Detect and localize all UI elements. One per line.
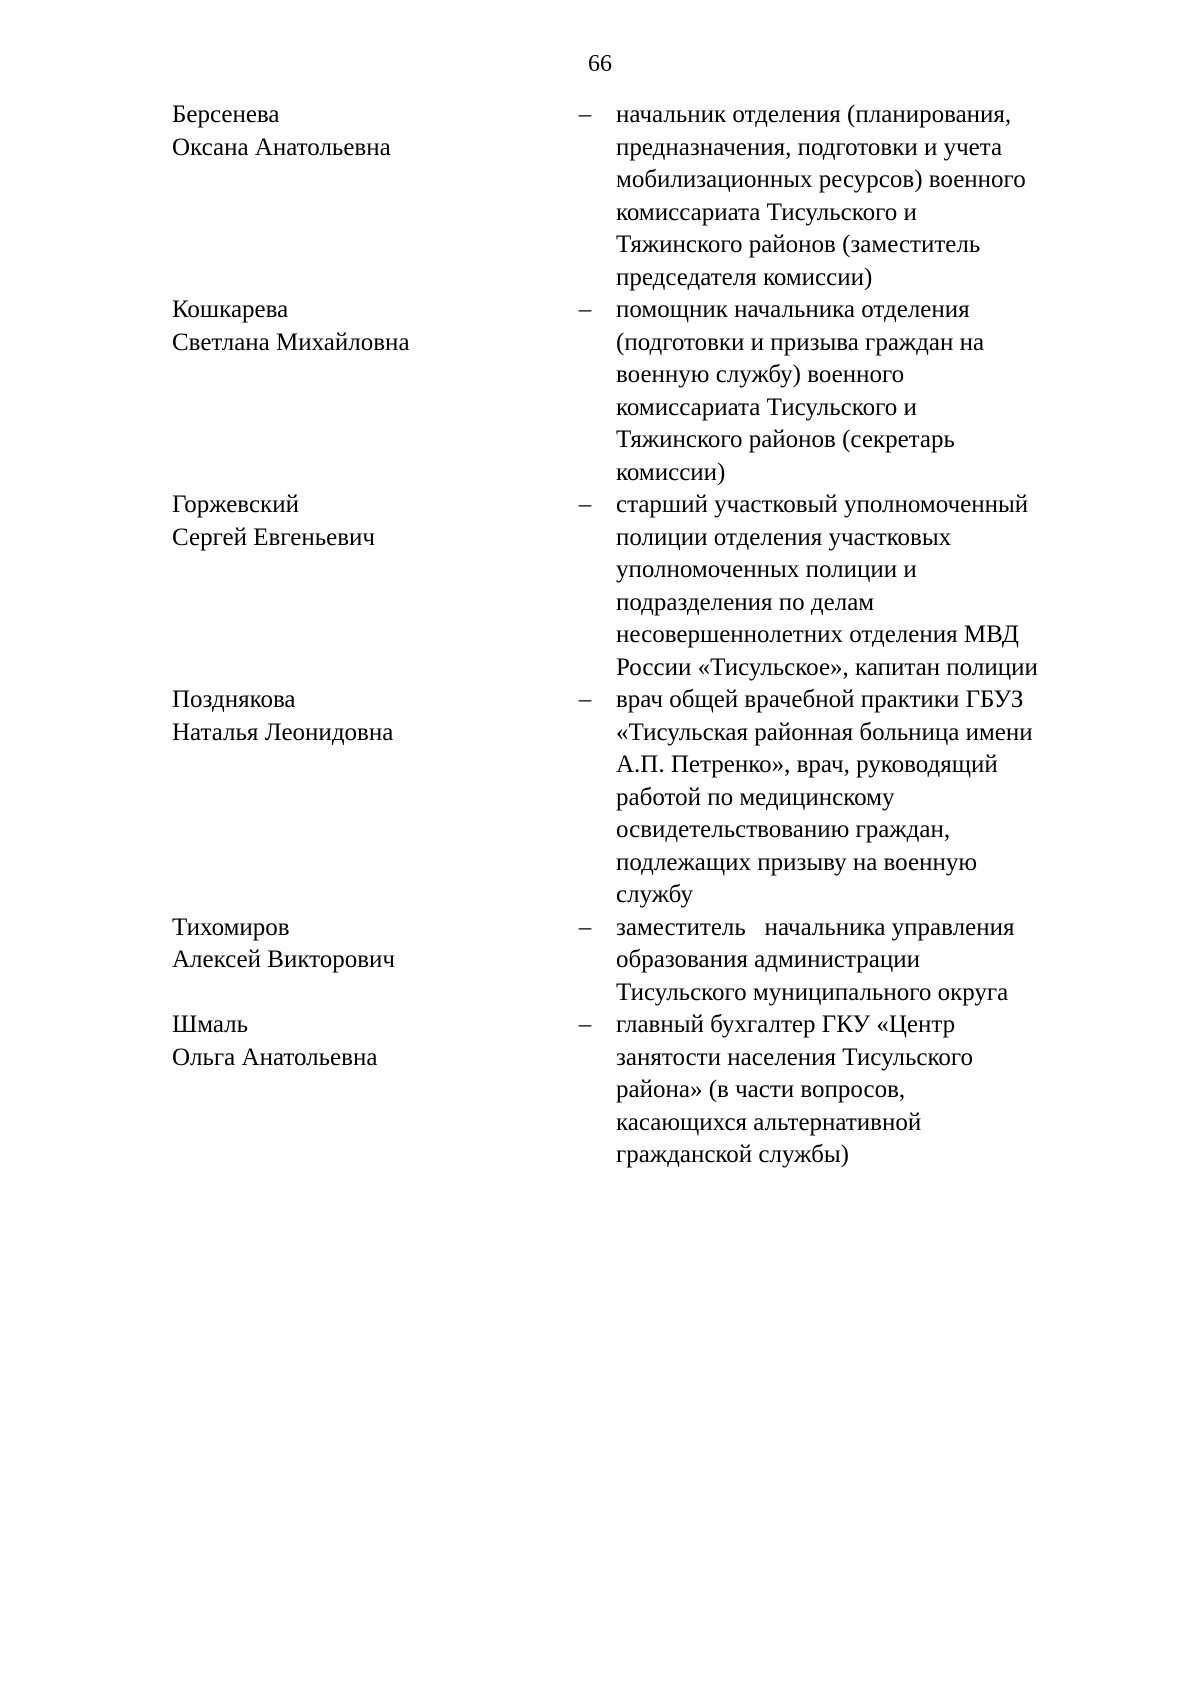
role-line: уполномоченных полиции и: [616, 556, 917, 583]
role-line: А.П. Петренко», врач, руководящий: [616, 751, 998, 778]
member-entry: [0, 684, 1200, 912]
role-line: военную службу) военного: [616, 361, 905, 388]
member-role: [616, 489, 1106, 684]
role-line: гражданской службы): [616, 1141, 849, 1168]
role-line: председателя комиссии): [616, 263, 873, 291]
member-surname: Позднякова: [172, 686, 296, 713]
role-line: помощник начальника отделения: [616, 296, 970, 323]
role-line: «Тисульская районная больница имени: [616, 718, 1033, 746]
page-number: 66: [588, 51, 612, 77]
member-entry: [0, 489, 1200, 684]
member-name: [172, 489, 572, 554]
member-surname: Берсенева: [172, 101, 280, 128]
role-line: освидетельствованию граждан,: [616, 816, 951, 843]
member-given-names: Сергей Евгеньевич: [172, 523, 375, 551]
member-role: [616, 294, 1106, 489]
dash-separator: –: [578, 296, 592, 323]
member-name: [172, 912, 572, 977]
member-entry: [0, 912, 1200, 1010]
dash-separator: –: [578, 1011, 592, 1038]
dash-separator: –: [578, 913, 592, 941]
role-line: работой по медицинскому: [616, 783, 895, 811]
role-line: начальник отделения (планирования,: [616, 101, 1012, 128]
role-line: образования администрации: [616, 946, 920, 973]
dash-separator: –: [578, 101, 592, 128]
member-given-names: Оксана Анатольевна: [172, 133, 391, 161]
role-line: службу: [616, 881, 693, 908]
member-name: [172, 1009, 572, 1074]
member-role: [616, 684, 1106, 912]
member-given-names: Светлана Михайловна: [172, 328, 410, 356]
member-entry: [0, 1009, 1200, 1172]
member-name: [172, 99, 572, 164]
role-line: комиссариата Тисульского и: [616, 393, 917, 421]
role-line: мобилизационных ресурсов) военного: [616, 166, 1026, 193]
member-name: [172, 294, 572, 359]
role-line: врач общей врачебной практики ГБУЗ: [616, 686, 1024, 713]
member-role: [616, 99, 1106, 294]
member-given-names: Алексей Викторович: [172, 946, 395, 973]
member-entry: [0, 294, 1200, 489]
member-surname: Шмаль: [172, 1011, 249, 1038]
role-line: касающихся альтернативной: [616, 1108, 922, 1136]
role-line: Тяжинского районов (заместитель: [616, 231, 981, 258]
role-line: подлежащих призыву на военную: [616, 848, 978, 876]
role-line: комиссии): [616, 458, 726, 486]
role-line: занятости населения Тисульского: [616, 1043, 973, 1071]
dash-separator: –: [578, 491, 592, 518]
role-line: полиции отделения участковых: [616, 523, 952, 551]
role-line: предназначения, подготовки и учета: [616, 133, 1003, 161]
dash-separator: –: [578, 686, 592, 713]
role-line: несовершеннолетних отделения МВД: [616, 621, 1019, 648]
commission-member-list: [0, 99, 1200, 1172]
member-given-names: Ольга Анатольевна: [172, 1043, 378, 1071]
member-surname: Горжевский: [172, 491, 299, 518]
role-line: Тисульского муниципального округа: [616, 978, 1009, 1006]
member-role: [616, 912, 1106, 1010]
member-name: [172, 684, 572, 749]
role-line: комиссариата Тисульского и: [616, 198, 917, 226]
role-line: старший участковый уполномоченный: [616, 491, 1029, 518]
role-line: заместитель начальника управления: [616, 913, 1015, 941]
member-surname: Кошкарева: [172, 296, 289, 323]
role-line: (подготовки и призыва граждан на: [616, 328, 985, 356]
role-line: района» (в части вопросов,: [616, 1076, 906, 1103]
member-given-names: Наталья Леонидовна: [172, 718, 394, 746]
role-line: Тяжинского районов (секретарь: [616, 426, 955, 453]
role-line: главный бухгалтер ГКУ «Центр: [616, 1011, 956, 1038]
role-line: России «Тисульское», капитан полиции: [616, 653, 1038, 681]
member-role: [616, 1009, 1106, 1172]
member-entry: [0, 99, 1200, 294]
member-surname: Тихомиров: [172, 913, 290, 941]
role-line: подразделения по делам: [616, 588, 875, 616]
